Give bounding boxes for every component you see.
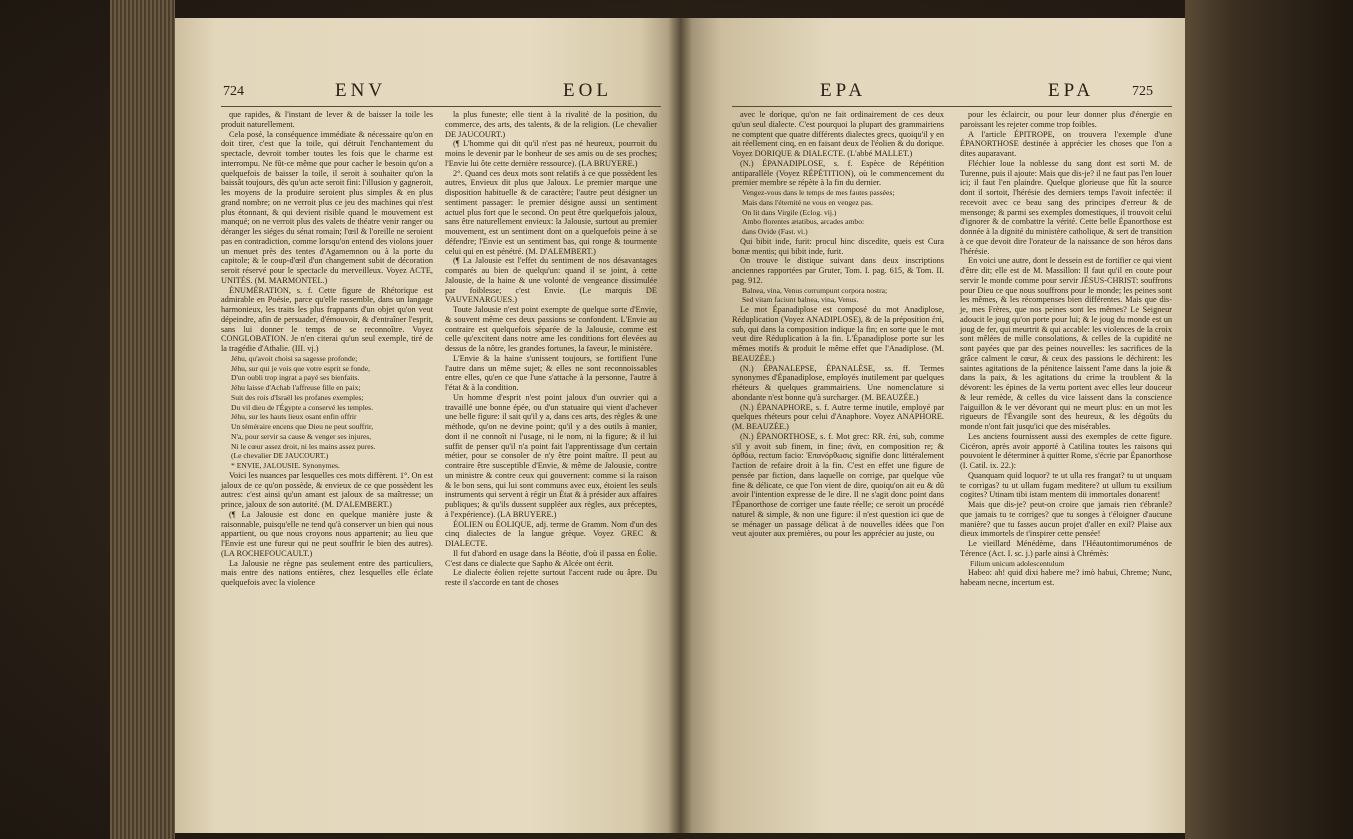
left-page-edges (110, 0, 175, 839)
right-column-2 (960, 110, 1172, 588)
paragraph: Vengez-vous dans le temps de mes fautes passées; (742, 188, 895, 197)
left-header-rule (221, 106, 661, 107)
paragraph: Balnea, vina, Venus corrumpunt corpora nostra; (742, 285, 888, 295)
right-header-left: EPA (820, 80, 867, 101)
paragraph: Quanquam quid loquor? te ut ulla res frangat? tu ut unquam te corrigas? tu ut ullam fugam meditere? ut ullum tu exsilium cogites? Utinam tibi istam mentem dii immortales donarent! (960, 470, 1172, 500)
paragraph: Voici les nuances par lesquelles ces mots diffèrent. 1°. On est jaloux de ce qu'on possède, & envieux de ce que possèdent les autres: c'est ainsi qu'un amant est jaloux de sa maîtresse; un prince, jaloux de son autorité. (M. D'ALEMBERT.) (221, 470, 433, 509)
left-header-left: ENV (335, 80, 387, 101)
paragraph: (Le chevalier DE JAUCOURT.) (231, 451, 329, 461)
left-page-number: 724 (223, 84, 244, 99)
paragraph: L'Envie & la haine s'unissent toujours, se fortifient l'une l'autre dans un même sujet; & elles ne sont reconnoissables entre elles, qu'en ce que l'une s'attache à la personne, l'autre à l'état & à la condition. (445, 353, 657, 392)
paragraph: Jéhu, qu'avoit choisi sa sagesse profonde; (231, 353, 358, 363)
paragraph: (N.) ÉPANORTHOSE, s. f. Mot grec: RR. ἐπὶ, sub, comme s'il y avoit sub finem, in fine; ἀνὰ, en composition re; & ὀρθόω, rectum facio: Ἐπανόρθωσις signifie donc littéralement l'action de refaire droit à la fin. C'est en effet une figure de pensée par fiction, dans laquelle on corrige, par quelque vûe fine & délicate, ce que l'on vient de dire, quoiqu'on ait eu & dû avoir l'intention expresse de le dire. Il ne s'agit donc point dans l'Épanorthose de corriger une faute réelle; ce seroit un procédé naturel & simple, & non une figure: il n'est question ici que de se ménager un passage délicat à de nouvelles idées que l'on veut ajouter aux premières, ou pour les apprécier au juste, ou (732, 431, 944, 539)
paragraph: (¶ La Jalousie est donc en quelque manière juste & raisonnable, puisqu'elle ne tend qu'à conserver un bien qui nous appartient, ou que nous croyons nous appartenir; au lieu que l'Envie est une fureur qui ne peut souffrir le bien des autres). (LA ROCHEFOUCAULT.) (221, 509, 433, 558)
paragraph: Fléchier loue la noblesse du sang dont est sorti M. de Turenne, puis il ajoute: Mais que dis-je? il ne faut pas l'en louer ici; il faut l'en plaindre. Quelque glorieuse que fût la source dont il sortoit, l'hérésie des derniers temps l'avoit infectée: il recevoit avec ce beau sang des principes d'erreur & de mensonge; & parmi ses exemples domestiques, il trouvoit celui d'ignorer & de combattre la vérité. Cette belle Épanorthose est donnée à la dignité du ministère catholique, & sert de transition à ce que devoit dire l'orateur de la naissance de son héros dans l'hérésie. (960, 158, 1172, 256)
paragraph: On trouve le distique suivant dans deux inscriptions anciennes rapportées par Gruter, Tom. I. pag. 615, & Tom. II. pag. 912. (732, 256, 944, 285)
left-column-2 (445, 110, 657, 588)
paragraph: Suit des rois d'Israël les profanes exemples; (231, 392, 364, 402)
paragraph: Mais que dis-je? peut-on croire que jamais rien t'ébranle? que jamais tu te corriges? que tu songes à t'éloigner d'aucune manière? que tu fasses aucun projet d'aller en exil? Plaise aux dieux immortels de t'inspirer cette pensée! (960, 500, 1172, 539)
paragraph: D'un oubli trop ingrat a payé ses bienfaits. (231, 373, 360, 383)
left-page (175, 18, 680, 833)
paragraph: (N.) ÉPANADIPLOSE, s. f. Espèce de Répétition antiparallèle (Voyez RÉPÉTITION), où le commencement du premier membre se répète à la fin du dernier. (732, 158, 944, 188)
paragraph: 2°. Quand ces deux mots sont relatifs à ce que possèdent les autres, Envieux dit plus que Jaloux. Le premier marque une disposition habituelle & de caractère; l'autre peut désigner un sentiment passager: le premier désigne aussi un sentiment actuel plus fort que le second. On peut être quelquefois jaloux, sans être naturellement envieux: la Jalousie, surtout au premier mouvement, est un sentiment dont on a quelquefois peine à se défendre; l'Envie est un sentiment bas, qui ronge & tourmente celui qui en est pénétré. (M. D'ALEMBERT.) (445, 168, 657, 256)
paragraph: Toute Jalousie n'est point exempte de quelque sorte d'Envie, & souvent même ces deux passions se confondent. L'Envie au contraire est quelquefois séparée de la Jalousie, comme est celle qu'excitent dans notre ame les conditions fort élevées au dessus de la nôtre, les grandes fortunes, la faveur, le ministère. (445, 305, 657, 353)
paragraph: dans Ovide (Fast. vi.) (742, 227, 808, 236)
paragraph: En voici une autre, dont le dessein est de fortifier ce qui vient d'être dit; elle est de M. Massillon: Il faut qu'il en coute pour servir le monde comme pour servir JÉSUS-CHRIST: souffrons pour Dieu ce que nous souffrons pour le monde; les peines sont les mêmes, & les récompenses bien différentes. Mais que dis-je, mes Frères, que nos peines sont les mêmes? Le Seigneur adoucit le joug qu'on porte pour lui; & le joug du monde est un joug de fer, qui meurtrit & qui accable: les violences de la croix sont mêlées de mille consolations, & celles de la cupidité ne sont payées que par des peines nouvelles: les sacrifices de la grâce calment le cœur, & ceux des passions le déchirent: les saintes agitations de la pénitence laissent l'ame dans la joie & dans la paix, & les agitations du crime la troublent & la dévorent: les épines de la vertu portent avec elles leur douceur & leur remède, & celles du vice laissent dans la conscience l'aiguillon & le ver dévorant qui ne meurt plus: en un mot les rigueurs de l'Évangile sont des heureux, & les dégoûts du monde n'ont fait jusqu'ici que des misérables. (960, 256, 1172, 431)
paragraph: pour les éclaircir, ou pour leur donner plus d'énergie en paroissant les rejeter comme trop foibles. (960, 110, 1172, 129)
paragraph: La Jalousie ne règne pas seulement entre des particuliers, mais entre des nations entières, chez lesquelles elle éclate quelquefois avec la violence (221, 558, 433, 587)
paragraph: Un homme d'esprit n'est point jaloux d'un ouvrier qui a travaillé une bonne épée, ou d'un statuaire qui vient d'achever une belle figure: il sait qu'il y a, dans ces arts, des règles & une méthode, qu'on ne devine point; qu'il y a des outils à manier, dont il ne connoît ni l'usage, ni le nom, ni la figure; & il lui suffit de penser qu'il n'a point fait l'apprentissage d'un certain métier, pour se consoler de n'y être point maître. Il peut au contraire être susceptible d'Envie, & même de Jalousie, contre un ministre & contre ceux qui gouvernent: comme si la raison & le bon sens, qui lui sont communs avec eux, étoient les seuls instruments qui servent à régir un État & à présider aux affaires publiques; & qu'ils dussent suppléer aux règles, aux préceptes, à l'expérience). (LA BRUYERE.) (445, 392, 657, 519)
paragraph: Cela posé, la conséquence immédiate & nécessaire qu'on en doit tirer, c'est que la toile, qui détruit l'enchantement du spectacle, devroit tomber toutes les fois que le charme est interrompu. Ne fût-ce même que pour cacher le besoin qu'on a quelquefois de baisser la toile, il seroit à souhaiter qu'on la baissât toujours, dès qu'un acte seroit fini: l'illusion y gagneroit, les moyens de la produire seroient plus simples & en plus grand nombre; on ne verroit plus ce jeu des machines qui n'est plus étonnant, & qui devient risible quand le mouvement est manqué; on ne verroit plus des valets de théatre venir ranger ou déranger les siéges du sénat romain; l'œil & l'oreille ne seroient pas en contradiction, comme lorsqu'on entend des violons jouer un menuet près des tentes d'Agamemnon ou à la porte du capitole; & le coup-d'œil d'un changement subit de décoration seroit réservé pour le spectacle du merveilleux. Voyez ACTE, UNITÉS. (M. MARMONTEL.) (221, 129, 433, 285)
paragraph: ÉOLIEN ou ÉOLIQUE, adj. terme de Gramm. Nom d'un des cinq dialectes de la langue grèque. Voyez GREC & DIALECTE. (445, 519, 657, 548)
right-column-1 (732, 110, 944, 539)
paragraph: Jéhu, sur qui je vois que votre esprit se fonde, (231, 363, 370, 373)
right-header-rule (732, 106, 1172, 107)
paragraph: * ENVIE, JALOUSIE. Synonymes. (231, 461, 340, 470)
paragraph: (N.) ÉPANAPHORE, s. f. Autre terme inutile, employé par quelques rhéteurs pour celui d'Anaphore. Voyez ANAPHORE. (M. BEAUZÉE.) (732, 402, 944, 431)
paragraph: Mais dans l'éternité ne vous en vengez pas. (742, 197, 873, 207)
paragraph: Jéhu, sur les hauts lieux osant enfin offrir (231, 412, 357, 422)
paragraph: Sed vitam faciunt balnea, vina, Venus. (742, 295, 859, 305)
paragraph: A l'article ÉPITROPE, on trouvera l'exemple d'une ÉPANORTHOSE destinée à apprécier les choses que l'on a dites auparavant. (960, 129, 1172, 158)
paragraph: que rapides, & l'instant de lever & de baisser la toile les produit naturellement. (221, 110, 433, 129)
paragraph: Ambo florentes ætatibus, arcades ambo: (742, 217, 865, 227)
paragraph: Les anciens fournissent aussi des exemples de cette figure. Cicéron, après avoir apporté à Catilina toutes les raisons qui pouvoient le déterminer à quitter Rome, s'écrie par Épanorthose (I. Catil. ix. 22.): (960, 431, 1172, 470)
paragraph: Qui bibit inde, furit: procul hinc discedite, queis est Cura bonæ mentis; qui bibit inde, furit. (732, 236, 944, 256)
paragraph: ÉNUMÉRATION, s. f. Cette figure de Rhétorique est admirable en Poésie, parce qu'elle rassemble, dans un langage harmonieux, les traits les plus frappants d'un objet qu'on veut dépeindre, afin de persuader, d'émouvoir, & d'entraîner l'esprit, sans lui donner le temps de se reconnoître. Voyez CONGLOBATION. Je n'en citerai qu'un seul exemple, tiré de la tragédie d'Athalie. (III. vj.) (221, 285, 433, 353)
right-page (680, 18, 1185, 833)
left-column-1 (221, 110, 433, 588)
paragraph: On lit dans Virgile (Eclog. vij.) (742, 207, 837, 217)
book-gutter (668, 0, 692, 839)
paragraph: (N.) ÉPANALEPSE, ÉPANALÈSE, ss. ff. Termes synonymes d'Épanadiplose, employés inutilement par quelques rhéteurs & quelques grammairiens. Une nomenclature si abondante n'est bonne qu'à surcharger. (M. BEAUZÉE.) (732, 363, 944, 402)
paragraph: Ni le cœur assez droit, ni les mains assez pures. (231, 441, 376, 451)
right-page-edges (1185, 0, 1353, 839)
paragraph: N'a, pour servir sa cause & venger ses injures, (231, 431, 372, 441)
paragraph: Un téméraire encens que Dieu ne peut souffrir, (231, 422, 374, 431)
paragraph: la plus funeste; elle tient à la rivalité de la position, du commerce, des arts, des talents, & de la religion. (Le chevalier DE JAUCOURT.) (445, 110, 657, 139)
paragraph: Il fut d'abord en usage dans la Béotie, d'où il passa en Éolie. C'est dans ce dialecte que Sapho & Alcée ont écrit. (445, 548, 657, 568)
paragraph: (¶ L'homme qui dit qu'il n'est pas né heureux, pourroit du moins le devenir par le bonheur de ses amis ou de ses proches; l'Envie lui ôte cette dernière ressource). (LA BRUYERE.) (445, 139, 657, 168)
right-header-right: EPA (1048, 80, 1095, 101)
paragraph: Habeo: ah! quid dixi habere me? imò habui, Chreme; Nunc, habeam necne, incertum est. (960, 568, 1172, 587)
paragraph: (¶ La Jalousie est l'effet du sentiment de nos désavantages comparés au bien de quelqu'un: quand il se joint, à cette Jalousie, de la haine & une volonté de vengeance dissimulée par foiblesse; c'est Envie. (Le marquis DE VAUVENARGUES.) (445, 256, 657, 305)
right-page-number: 725 (1132, 84, 1153, 99)
left-header-right: EOL (563, 80, 612, 101)
paragraph: avec le dorique, qu'on ne fait ordinairement de ces deux qu'un seul dialecte. C'est pourquoi la plupart des grammairiens ne comptent que quatre différents dialectes grecs, quoiqu'il y en ait réellement cinq, en en faisant deux de l'éolien & du dorique. Voyez DORIQUE & DIALECTE. (L'abbé MALLET.) (732, 110, 944, 158)
paragraph: Le dialecte éolien rejette surtout l'accent rude ou âpre. Du reste il s'accorde en tant de choses (445, 568, 657, 587)
paragraph: Le mot Épanadiplose est composé du mot Anadiplose, Réduplication (Voyez ANADIPLOSE), & de la préposition ἐπὶ, sub, qui dans la composition indique la fin; en sorte que le mot veut dire Réduplication à la fin. L'Épanadiplose porte sur les mêmes motifs & produit le même effet que l'Anadiplose. (M. BEAUZÉE.) (732, 305, 944, 363)
paragraph: Du vil dieu de l'Égypte a conservé les temples. (231, 402, 374, 412)
paragraph: Le vieillard Ménédème, dans l'Héautontimoruménos de Térence (Act. I. sc. j.) parle ainsi à Chrémès: (960, 539, 1172, 558)
paragraph: Jéhu laisse d'Achab l'affreuse fille en paix; (231, 383, 361, 392)
paragraph: Filium unicum adolescentulum (970, 558, 1065, 568)
